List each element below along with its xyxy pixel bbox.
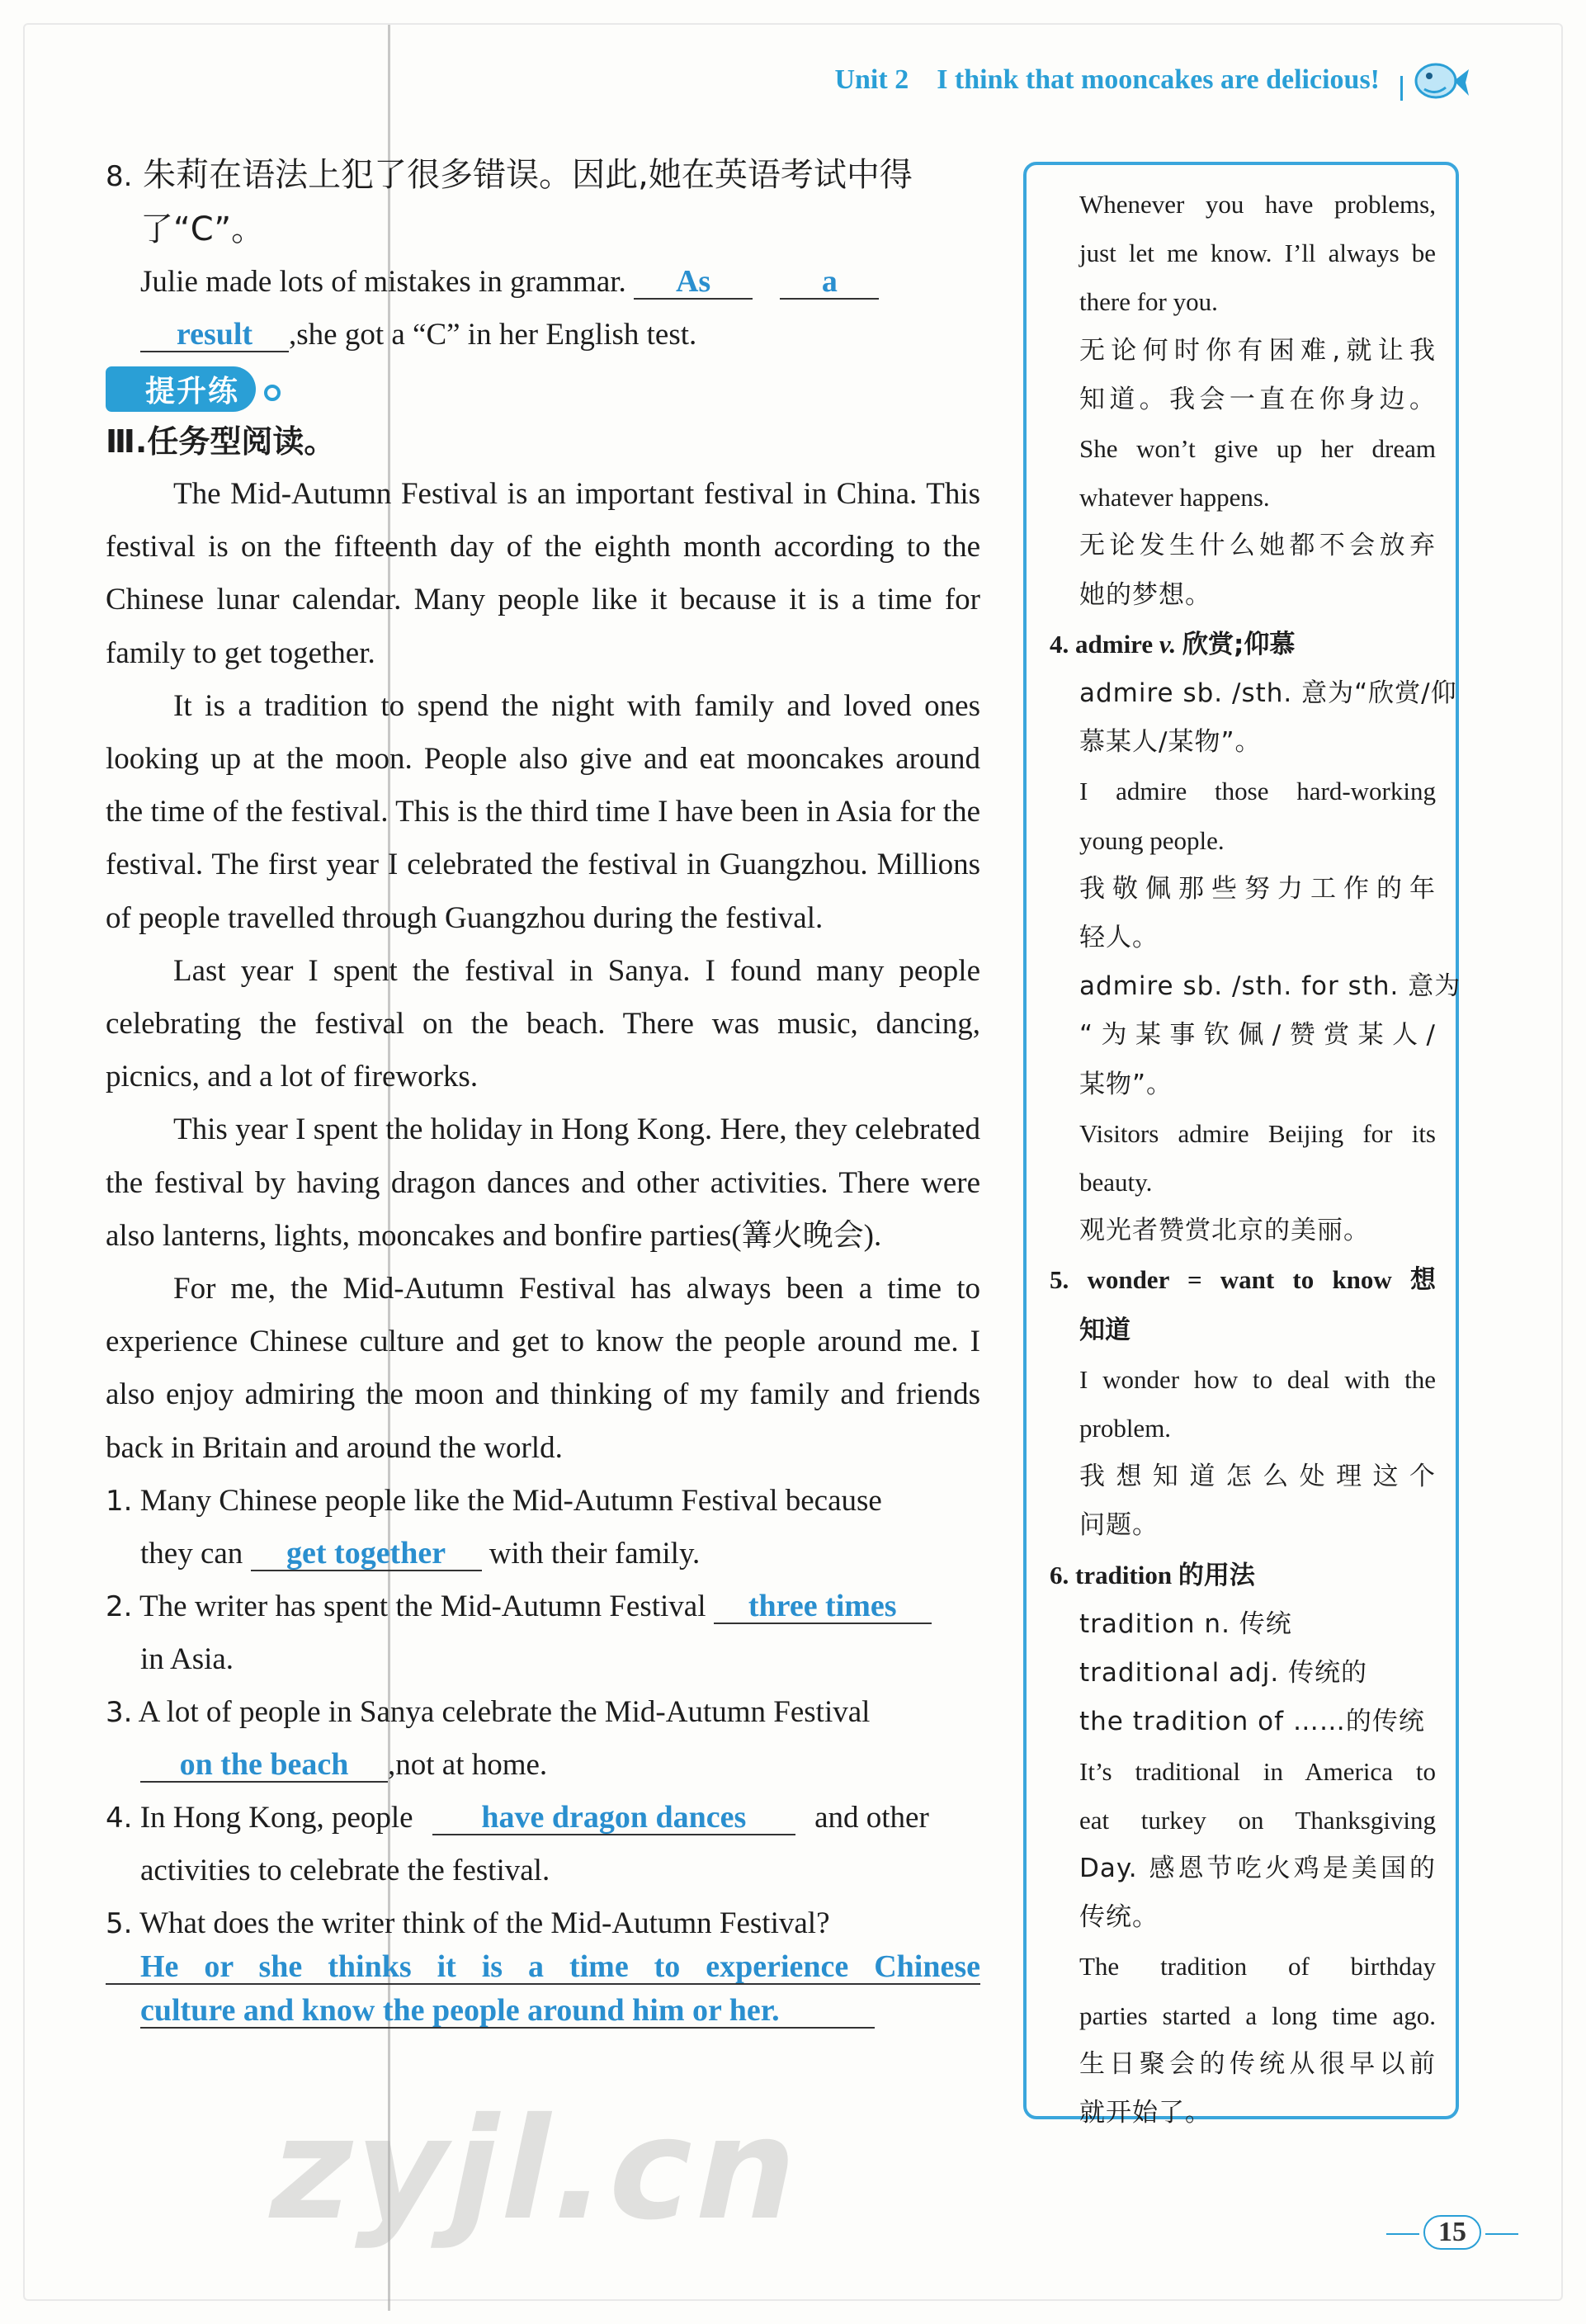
header-divider (1400, 76, 1403, 101)
note-line: admire sb. /sth. for sth. 意为 (1079, 971, 1461, 1002)
q8-english-cont (106, 309, 980, 361)
note-line: 知道。我会一直在你身边。 (1079, 384, 1436, 414)
q8-number: 8. (106, 160, 133, 193)
q8-answer-blank-2: a (780, 265, 879, 300)
question-5: 5. What does the writer think of the Mid-Autumn Festival? (106, 1906, 830, 1940)
note-line: 我想知道怎么处理这个 (1079, 1462, 1436, 1492)
note-line: traditional adj. 传统的 (1079, 1658, 1368, 1689)
note-heading-5-cont: 知道 (1079, 1315, 1130, 1345)
note-line: She won’t give up her dream (1079, 434, 1436, 464)
q8-chinese-line2: 了“C”。 (140, 210, 265, 248)
question-1-cont: they can get together with their family. (140, 1535, 701, 1571)
fish-mascot-icon (1408, 53, 1470, 111)
section-title: Ⅲ.任务型阅读。 (106, 423, 336, 460)
question-2-cont: in Asia. (140, 1641, 234, 1676)
note-line: 某物”。 (1079, 1069, 1173, 1099)
question-3-cont: on the beach ,not at home. (106, 1739, 980, 1792)
question-4-cont: activities to celebrate the festival. (140, 1853, 550, 1887)
promo-badge (106, 366, 256, 412)
note-line: parties started a long time ago. (1079, 2000, 1436, 2030)
note-line: whatever happens. (1079, 483, 1270, 513)
page-header (834, 64, 1380, 96)
unit-title: I think that mooncakes are delicious! (937, 64, 1380, 95)
note-line: 问题。 (1079, 1510, 1159, 1541)
question-5-answer-line-1: He or she thinks it is a time to experience Chinese (106, 1950, 980, 1985)
note-line: 她的梦想。 (1079, 579, 1211, 610)
note-line: 生日聚会的传统从很早以前 (1079, 2048, 1436, 2079)
question-5-answer-line-2: culture and know the people around him or her. (106, 1985, 980, 2038)
q8-chinese-line1: 朱莉在语法上犯了很多错误。因此,她在英语考试中得 (143, 156, 913, 194)
note-line: The tradition of birthday (1079, 1952, 1436, 1982)
note-line: 轻人。 (1079, 923, 1159, 953)
note-line: problem. (1079, 1414, 1172, 1443)
note-line: young people. (1079, 825, 1225, 855)
note-line: “为某事钦佩/赞赏某人/ (1079, 1020, 1436, 1051)
promo-row (106, 366, 980, 412)
note-line: 传统。 (1079, 1902, 1159, 1933)
q8-english-before: Julie made lots of mistakes in grammar. (140, 265, 626, 299)
note-line: I wonder how to deal with the (1079, 1364, 1436, 1394)
note-heading-4: 4. admire v. 欣赏;仰慕 (1050, 629, 1296, 659)
passage-paragraph-3: Last year I spent the festival in Sanya. I found many people celebrating the festival on the beach. There was music, dancing, picnics, and a lot of fireworks. (106, 953, 980, 1094)
note-line: I admire those hard-working (1079, 777, 1436, 806)
note-line: 我敬佩那些努力工作的年 (1079, 873, 1436, 904)
note-line: 无论何时你有困难,就让我 (1079, 335, 1436, 366)
promo-label: 提升练 (145, 375, 240, 409)
note-line: Day. 感恩节吃火鸡是美国的 (1079, 1853, 1436, 1883)
note-line: Whenever you have problems, (1079, 190, 1436, 219)
notes-sidebar (1023, 162, 1461, 2128)
note-line: 无论发生什么她都不会放弃 (1079, 531, 1436, 561)
note-line: admire sb. /sth. 意为“欣赏/仰 (1079, 678, 1457, 709)
note-heading-6: 6. tradition 的用法 (1050, 1560, 1255, 1590)
passage-paragraph-1: The Mid-Autumn Festival is an important festival in China. This festival is on the fifteenth day of the eighth month according to the Chinese lunar calendar. Many people like it because it is a time for family to get together. (106, 477, 980, 670)
page-number: 15 (1386, 2215, 1518, 2250)
promo-dot-icon (264, 385, 281, 401)
unit-label: Unit 2 (834, 64, 909, 95)
passage-paragraph-4: This year I spent the holiday in Hong Kong. Here, they celebrated the festival by having dragon dances and other activities. There were also lanterns, lights, mooncakes and bonfire parties(篝火晚会). (106, 1112, 980, 1253)
q8-english-after: ,she got a “C” in her English test. (289, 318, 697, 352)
watermark: zyjl.cn (254, 2088, 819, 2251)
q8-answer-blank-3: result (140, 318, 289, 352)
left-column (106, 149, 980, 2038)
note-line: just let me know. I’ll always be (1079, 239, 1436, 268)
question-3-answer: on the beach (140, 1748, 388, 1783)
note-line: tradition n. 传统 (1079, 1608, 1292, 1639)
passage-paragraph-5: For me, the Mid-Autumn Festival has always been a time to experience Chinese culture and get to know the people around me. I also enjoy admiring the moon and thinking of my family and friends back in Britain and around the world. (106, 1272, 980, 1465)
q8-english (106, 256, 980, 309)
note-line: Visitors admire Beijing for its (1079, 1118, 1436, 1148)
note-line: It’s traditional in America to (1079, 1756, 1436, 1786)
q8-chinese (106, 149, 980, 203)
question-2: 2. The writer has spent the Mid-Autumn Festival three times (106, 1580, 980, 1633)
passage-paragraph-2: It is a tradition to spend the night with family and loved ones looking up at the moon. People also give and eat mooncakes around the time of the festival. This is the third time I have been in Asia for the festival. The first year I celebrated the festival in Guangzhou. Millions of people travelled through Guangzhou during the festival. (106, 688, 980, 935)
note-line: 慕某人/某物”。 (1079, 727, 1262, 758)
question-2-answer: three times (714, 1589, 932, 1624)
note-line: 就开始了。 (1079, 2097, 1211, 2128)
question-1: 1. Many Chinese people like the Mid-Autumn Festival because (106, 1483, 882, 1518)
note-line: there for you. (1079, 287, 1218, 317)
note-heading-5: 5. wonder = want to know 想 (1050, 1265, 1436, 1296)
question-3: 3. A lot of people in Sanya celebrate the Mid-Autumn Festival (106, 1694, 871, 1729)
q8-answer-blank-1: As (634, 265, 753, 300)
question-4: 4. In Hong Kong, people have dragon dances and other (106, 1799, 929, 1835)
note-line: the tradition of ……的传统 (1079, 1707, 1425, 1737)
note-line: beauty. (1079, 1168, 1153, 1197)
question-1-answer: get together (251, 1537, 482, 1571)
question-4-answer: have dragon dances (432, 1801, 795, 1835)
note-line: eat turkey on Thanksgiving (1079, 1805, 1436, 1835)
note-line: 观光者赞赏北京的美丽。 (1079, 1216, 1370, 1246)
